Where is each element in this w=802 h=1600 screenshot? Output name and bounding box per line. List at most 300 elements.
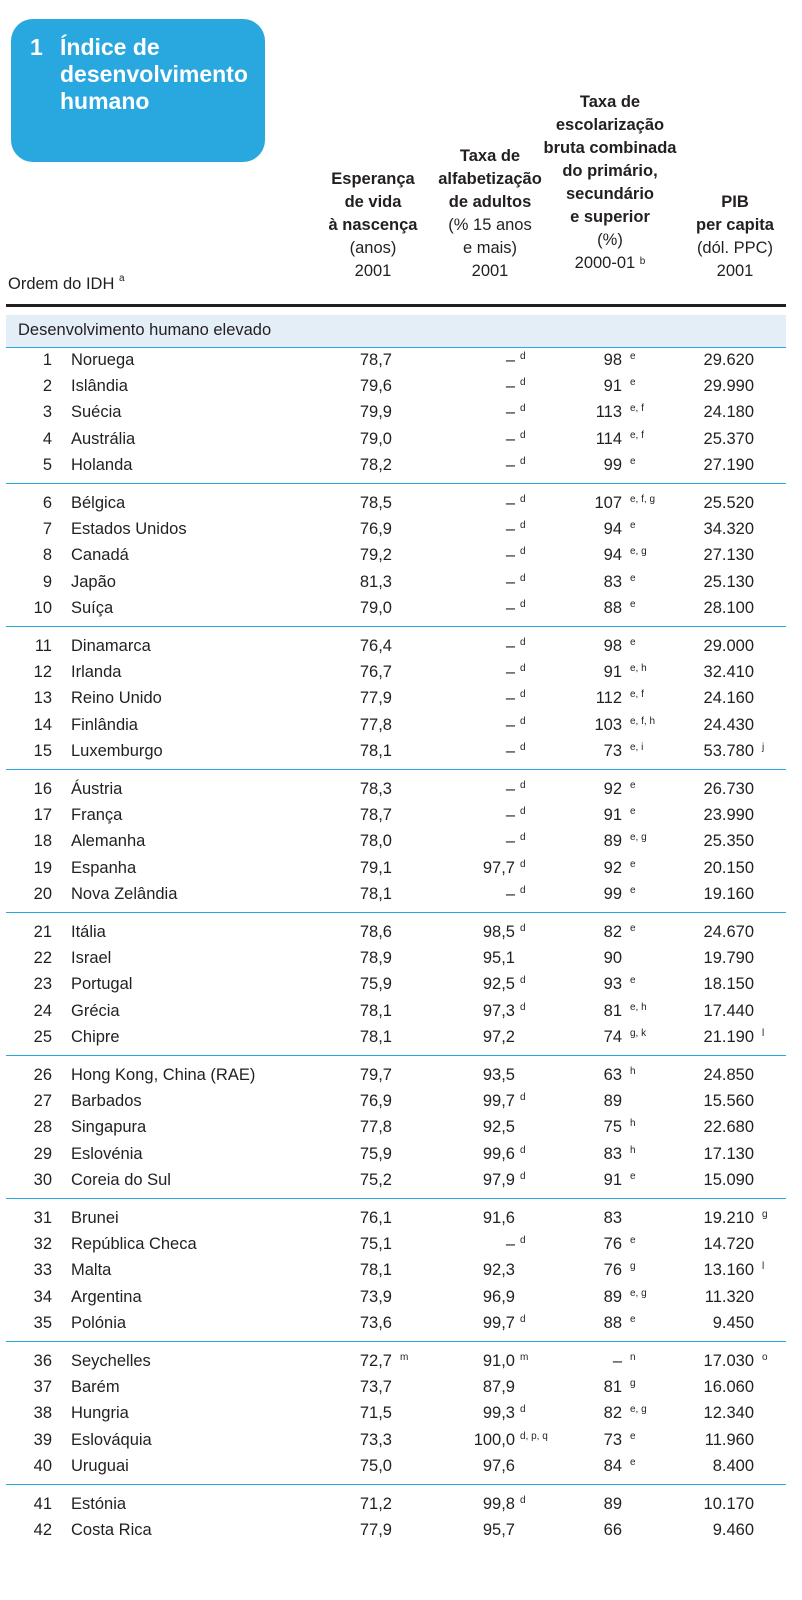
table-row: [6, 1518, 786, 1544]
country-cell: Estados Unidos: [71, 520, 187, 539]
rank-cell: 38: [33, 1404, 52, 1423]
rank-cell: 23: [33, 975, 52, 994]
country-cell: Eslováquia: [71, 1430, 152, 1449]
table-row: [6, 374, 786, 400]
life-expectancy-cell: 78,1: [359, 884, 392, 903]
header-life-year: 2001: [354, 262, 392, 280]
country-cell: Irlanda: [71, 663, 122, 682]
gdp-cell: 29.620: [703, 351, 754, 369]
header-lit-unit1: (% 15 anos: [448, 216, 532, 234]
rank-cell: 13: [33, 689, 52, 708]
enrolment-cell: 81: [603, 1378, 622, 1397]
literacy-cell: 92,3: [482, 1261, 515, 1280]
life-expectancy-cell: 75,1: [359, 1235, 392, 1254]
enrolment-note: e: [630, 637, 636, 648]
country-cell: Japão: [71, 572, 116, 591]
life-expectancy-cell: 75,9: [359, 975, 392, 994]
gdp-cell: 25.130: [703, 572, 754, 591]
enrolment-cell: 84: [603, 1456, 622, 1475]
country-cell: Dinamarca: [71, 637, 151, 655]
country-cell: Canadá: [71, 546, 129, 565]
enrolment-note: e: [630, 572, 636, 584]
table-row: [6, 1168, 786, 1194]
enrolment-cell: 113: [595, 403, 622, 422]
section-header: [6, 315, 786, 348]
country-cell: Noruega: [71, 351, 135, 369]
life-expectancy-cell: 78,9: [359, 949, 392, 968]
gdp-cell: 17.130: [703, 1144, 754, 1163]
enrolment-cell: 91: [603, 377, 622, 396]
literacy-cell: 99,7: [482, 1092, 515, 1111]
header-lit-unit2: e mais): [462, 239, 518, 257]
literacy-note: d: [520, 858, 526, 870]
country-cell: Estónia: [71, 1495, 127, 1513]
literacy-cell: 91,0: [482, 1352, 515, 1370]
literacy-note: d: [520, 715, 526, 727]
gdp-cell: 27.190: [703, 455, 754, 474]
literacy-cell: 91,6: [482, 1209, 515, 1227]
literacy-cell: –: [505, 780, 515, 798]
literacy-note: d: [520, 1170, 526, 1182]
enrolment-cell: 83: [603, 1209, 622, 1227]
table-row: [6, 1285, 786, 1311]
literacy-cell: 99,6: [482, 1144, 515, 1163]
life-expectancy-cell: 79,6: [359, 377, 392, 396]
life-expectancy-cell: 79,7: [359, 1066, 392, 1084]
table-row: [6, 543, 786, 569]
gdp-cell: 29.990: [703, 377, 754, 396]
country-cell: Malta: [71, 1261, 112, 1280]
rank-cell: 22: [33, 949, 52, 968]
life-expectancy-cell: 71,2: [359, 1495, 392, 1513]
enrolment-cell: 81: [603, 1001, 622, 1020]
header-gdp-year: 2001: [716, 262, 754, 280]
enrolment-cell: 94: [603, 520, 622, 539]
literacy-note: d: [520, 975, 526, 987]
country-cell: Barém: [71, 1378, 120, 1397]
rank-cell: 18: [33, 832, 52, 851]
rank-cell: 31: [33, 1209, 52, 1227]
header-enr-l1: Taxa de: [579, 93, 641, 111]
gdp-cell: 10.170: [703, 1495, 754, 1513]
rank-cell: 34: [33, 1287, 52, 1306]
country-cell: Hungria: [71, 1404, 129, 1423]
rank-cell: 5: [42, 455, 52, 474]
table-row: [6, 1349, 786, 1375]
rank-cell: 8: [42, 546, 52, 565]
table-row: [6, 348, 786, 374]
literacy-cell: –: [505, 377, 515, 396]
rank-cell: 20: [33, 884, 52, 903]
gdp-note: j: [762, 741, 765, 753]
enrolment-cell: 99: [603, 884, 622, 903]
enrolment-cell: 99: [603, 455, 622, 474]
enrolment-note: e: [630, 884, 636, 896]
country-cell: Luxemburgo: [71, 741, 163, 760]
rank-cell: 10: [33, 598, 52, 617]
enrolment-note: e, h: [630, 663, 647, 675]
country-cell: Suécia: [71, 403, 122, 422]
life-expectancy-cell: 78,1: [359, 1001, 392, 1020]
life-expectancy-cell: 76,9: [359, 1092, 392, 1111]
life-expectancy-cell: 79,0: [359, 598, 392, 617]
table-row: [6, 1454, 786, 1480]
rank-cell: 17: [33, 806, 52, 825]
gdp-cell: 24.850: [703, 1066, 754, 1084]
rank-cell: 37: [33, 1378, 52, 1397]
gdp-cell: 21.190: [703, 1027, 754, 1046]
enrolment-cell: 83: [603, 572, 622, 591]
rank-cell: 19: [33, 858, 52, 877]
literacy-note: d: [520, 780, 526, 791]
rank-cell: 6: [42, 494, 52, 512]
header-life-unit: (anos): [349, 239, 397, 257]
literacy-cell: –: [505, 715, 515, 734]
header-enr-l2: escolarização: [555, 116, 665, 134]
table-row: [6, 856, 786, 882]
gdp-cell: 8.400: [712, 1456, 754, 1475]
literacy-cell: 97,6: [482, 1456, 515, 1475]
country-cell: Argentina: [71, 1287, 142, 1306]
table-row: [6, 517, 786, 543]
country-cell: Nova Zelândia: [71, 884, 178, 903]
table-row: [6, 999, 786, 1025]
enrolment-note: e: [630, 780, 636, 791]
gdp-cell: 11.960: [704, 1430, 754, 1449]
rank-cell: 7: [42, 520, 52, 539]
enrolment-cell: 91: [603, 806, 622, 825]
gdp-cell: 27.130: [703, 546, 754, 565]
enrolment-cell: 92: [603, 780, 622, 798]
literacy-note: d, p, q: [520, 1430, 548, 1442]
header-gdp-l2: per capita: [696, 216, 774, 234]
header-lit-l1: Taxa de: [459, 147, 521, 165]
table-row: [6, 1258, 786, 1284]
enrolment-note: e: [630, 1430, 636, 1442]
literacy-cell: 95,7: [482, 1521, 515, 1540]
header-enr-l4: do primário,: [562, 162, 658, 180]
literacy-cell: –: [505, 806, 515, 825]
enrolment-cell: 66: [603, 1521, 622, 1540]
literacy-cell: 96,9: [482, 1287, 515, 1306]
life-expectancy-cell: 73,6: [359, 1313, 392, 1332]
table-row: [6, 1375, 786, 1401]
table-row: [6, 829, 786, 855]
country-cell: Israel: [71, 949, 112, 968]
literacy-cell: –: [505, 1235, 515, 1254]
table-row: [6, 1115, 786, 1141]
literacy-note: d: [520, 351, 526, 362]
enrolment-cell: 82: [603, 1404, 622, 1423]
header-gdp-l1: PIB: [721, 193, 749, 211]
header-enr-year: [535, 252, 685, 275]
literacy-note: d: [520, 455, 526, 467]
table-row: [6, 660, 786, 686]
table-row: [6, 634, 786, 660]
literacy-cell: 99,8: [482, 1495, 515, 1513]
literacy-cell: 100,0: [473, 1430, 515, 1449]
gdp-cell: 17.440: [703, 1001, 754, 1020]
gdp-cell: 15.560: [703, 1092, 754, 1111]
gdp-cell: 26.730: [703, 780, 754, 798]
enrolment-cell: 107: [594, 494, 622, 512]
enrolment-note: e, g: [630, 546, 647, 558]
life-expectancy-cell: 78,7: [359, 806, 392, 825]
enrolment-cell: 114: [595, 429, 622, 448]
life-expectancy-cell: 78,0: [359, 832, 392, 851]
enrolment-note: e: [630, 1313, 636, 1325]
header-enrolment: [535, 91, 685, 275]
header-enr-l5: secundário: [565, 185, 655, 203]
enrolment-cell: 82: [603, 923, 622, 941]
rank-cell: 9: [42, 572, 52, 591]
gdp-note: o: [762, 1352, 768, 1363]
life-expectancy-cell: 77,8: [359, 1118, 392, 1137]
rank-cell: 28: [33, 1118, 52, 1137]
enrolment-note: g: [630, 1261, 636, 1273]
rank-cell: 15: [33, 741, 52, 760]
enrolment-cell: 75: [603, 1118, 622, 1137]
literacy-cell: 99,3: [482, 1404, 515, 1423]
life-expectancy-cell: 79,2: [359, 546, 392, 565]
life-expectancy-cell: 71,5: [359, 1404, 392, 1423]
life-expectancy-cell: 76,9: [359, 520, 392, 539]
enrolment-cell: 73: [603, 1430, 622, 1449]
table-title: Índice de desenvolvimento humano: [60, 34, 248, 114]
literacy-cell: –: [505, 351, 515, 369]
country-cell: Costa Rica: [71, 1521, 152, 1540]
header-lit-l3: de adultos: [448, 193, 532, 211]
rank-cell: 24: [33, 1001, 52, 1020]
enrolment-note: e, g: [630, 1287, 647, 1299]
life-expectancy-cell: 75,0: [359, 1456, 392, 1475]
gdp-cell: 19.160: [703, 884, 754, 903]
group-divider: [6, 912, 786, 913]
table-row: [6, 1089, 786, 1115]
life-expectancy-cell: 77,8: [359, 715, 392, 734]
enrolment-note: e: [630, 520, 636, 532]
literacy-cell: –: [505, 429, 515, 448]
literacy-cell: –: [505, 494, 515, 512]
table-row: [6, 1492, 786, 1518]
literacy-note: d: [520, 572, 526, 584]
rank-cell: 35: [33, 1313, 52, 1332]
country-cell: Eslovénia: [71, 1144, 143, 1163]
literacy-cell: –: [505, 572, 515, 591]
table-row: [6, 570, 786, 596]
gdp-cell: 9.460: [712, 1521, 754, 1540]
life-expectancy-cell: 73,9: [359, 1287, 392, 1306]
rank-cell: 40: [33, 1456, 52, 1475]
gdp-cell: 20.150: [703, 858, 754, 877]
table-row: [6, 1206, 786, 1232]
literacy-cell: –: [505, 403, 515, 422]
header-life-l3: à nascença: [328, 216, 418, 234]
life-expectancy-cell: 78,1: [359, 741, 392, 760]
country-cell: Reino Unido: [71, 689, 162, 708]
country-cell: República Checa: [71, 1235, 197, 1254]
enrolment-cell: 89: [603, 1495, 622, 1513]
gdp-cell: 9.450: [712, 1313, 754, 1332]
gdp-cell: 16.060: [703, 1378, 754, 1397]
enrolment-note: g, k: [630, 1027, 647, 1039]
life-expectancy-cell: 76,4: [359, 637, 392, 655]
literacy-cell: –: [505, 598, 515, 617]
gdp-cell: 24.670: [703, 923, 754, 941]
header-enr-l3: bruta combinada: [543, 139, 677, 157]
header-enr-l6: e superior: [570, 208, 650, 226]
enrolment-note: e, g: [630, 832, 647, 844]
literacy-note: d: [520, 1001, 526, 1013]
life-expectancy-cell: 73,3: [359, 1430, 392, 1449]
gdp-note: l: [762, 1261, 765, 1273]
gdp-cell: 14.720: [703, 1235, 754, 1254]
group-divider: [6, 483, 786, 484]
enrolment-cell: 92: [603, 858, 622, 877]
header-enr-year-text: 2000-01: [574, 254, 636, 272]
table-row: [6, 713, 786, 739]
enrolment-note: h: [630, 1118, 636, 1130]
enrolment-cell: 94: [603, 546, 622, 565]
enrolment-note: e: [630, 351, 636, 362]
enrolment-note: e: [630, 975, 636, 987]
header-lit-l2: alfabetização: [438, 170, 542, 188]
enrolment-note: e: [630, 1235, 636, 1247]
literacy-cell: 97,3: [482, 1001, 515, 1020]
country-cell: Seychelles: [71, 1352, 151, 1370]
life-expectancy-cell: 72,7: [359, 1352, 392, 1370]
gdp-note: g: [762, 1209, 768, 1220]
life-expectancy-cell: 78,6: [359, 923, 392, 941]
enrolment-cell: 89: [603, 1092, 622, 1111]
country-cell: Polónia: [71, 1313, 127, 1332]
gdp-cell: 15.090: [703, 1170, 754, 1189]
table-row: [6, 1142, 786, 1168]
header-enr-year-note: b: [639, 256, 646, 267]
rank-cell: 29: [33, 1144, 52, 1163]
table-row: [6, 1311, 786, 1337]
gdp-cell: 25.520: [703, 494, 754, 512]
enrolment-cell: 76: [603, 1235, 622, 1254]
enrolment-note: e, g: [630, 1404, 647, 1416]
rank-cell: 42: [33, 1521, 52, 1540]
enrolment-cell: –: [612, 1352, 622, 1370]
table-row: [6, 453, 786, 479]
group-divider: [6, 769, 786, 770]
life-expectancy-cell: 76,1: [359, 1209, 392, 1227]
country-cell: Grécia: [71, 1001, 120, 1020]
literacy-cell: 92,5: [482, 1118, 515, 1137]
gdp-cell: 17.030: [703, 1352, 754, 1370]
group-divider: [6, 1484, 786, 1485]
literacy-note: d: [520, 663, 526, 675]
table-row: [6, 1063, 786, 1089]
life-expectancy-cell: 78,5: [359, 494, 392, 512]
header-literacy: [430, 145, 550, 283]
life-expectancy-cell: 77,9: [359, 689, 392, 708]
literacy-cell: –: [505, 663, 515, 682]
enrolment-cell: 103: [594, 715, 622, 734]
table-row: [6, 803, 786, 829]
enrolment-note: h: [630, 1144, 636, 1156]
table-row: [6, 1401, 786, 1427]
rank-cell: 39: [33, 1430, 52, 1449]
table-row: [6, 596, 786, 622]
enrolment-cell: 98: [603, 351, 622, 369]
rank-cell: 11: [34, 637, 52, 655]
rank-cell: 2: [42, 377, 52, 396]
enrolment-cell: 88: [603, 598, 622, 617]
enrolment-note: e: [630, 377, 636, 389]
table-row: [6, 1232, 786, 1258]
gdp-cell: 19.790: [703, 949, 754, 968]
enrolment-note: e: [630, 598, 636, 610]
life-expectancy-cell: 79,9: [359, 403, 392, 422]
table-number: 1: [30, 34, 43, 60]
country-cell: Singapura: [71, 1118, 147, 1137]
enrolment-cell: 88: [603, 1313, 622, 1332]
country-cell: Chipre: [71, 1027, 120, 1046]
literacy-cell: 87,9: [482, 1378, 515, 1397]
gdp-cell: 24.160: [703, 689, 754, 708]
gdp-cell: 24.430: [703, 715, 754, 734]
gdp-cell: 34.320: [703, 520, 754, 539]
literacy-note: d: [520, 494, 526, 505]
literacy-cell: 97,9: [482, 1170, 515, 1189]
enrolment-cell: 76: [603, 1261, 622, 1280]
enrolment-cell: 89: [603, 1287, 622, 1306]
literacy-note: d: [520, 520, 526, 532]
literacy-cell: –: [505, 637, 515, 655]
enrolment-cell: 89: [603, 832, 622, 851]
enrolment-note: e: [630, 455, 636, 467]
rank-cell: 36: [33, 1352, 52, 1370]
table-row: [6, 491, 786, 517]
rank-cell: 4: [42, 429, 52, 448]
literacy-note: d: [520, 1235, 526, 1247]
life-expectancy-cell: 79,0: [359, 429, 392, 448]
rank-cell: 12: [33, 663, 52, 682]
country-cell: Áustria: [71, 780, 123, 798]
enrolment-note: n: [630, 1352, 636, 1363]
literacy-cell: –: [505, 546, 515, 565]
country-cell: Espanha: [71, 858, 137, 877]
gdp-cell: 13.160: [703, 1261, 754, 1280]
country-cell: Islândia: [71, 377, 128, 396]
gdp-cell: 18.150: [703, 975, 754, 994]
life-expectancy-cell: 78,3: [359, 780, 392, 798]
literacy-note: d: [520, 1495, 526, 1506]
header-life-l2: de vida: [344, 193, 402, 211]
header-life-expectancy: [318, 168, 428, 283]
country-cell: Brunei: [71, 1209, 119, 1227]
literacy-note: d: [520, 1313, 526, 1325]
country-cell: Alemanha: [71, 832, 146, 851]
enrolment-note: e: [630, 1456, 636, 1468]
literacy-note: d: [520, 598, 526, 610]
country-cell: Suíça: [71, 598, 114, 617]
enrolment-cell: 74: [603, 1027, 622, 1046]
literacy-note: d: [520, 806, 526, 818]
rank-cell: 3: [42, 403, 52, 422]
life-expectancy-cell: 78,7: [359, 351, 392, 369]
country-cell: Barbados: [71, 1092, 142, 1111]
literacy-note: d: [520, 1404, 526, 1416]
enrolment-note: e, i: [630, 741, 644, 753]
gdp-cell: 29.000: [703, 637, 754, 655]
literacy-note: d: [520, 546, 526, 558]
gdp-cell: 53.780: [703, 741, 754, 760]
